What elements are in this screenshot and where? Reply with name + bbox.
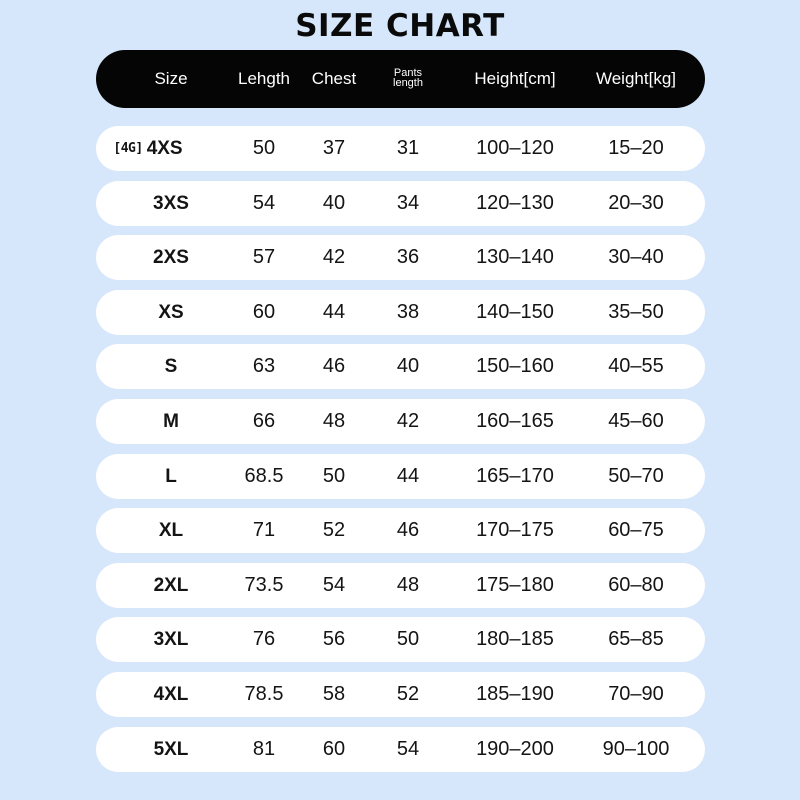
header-chest: Chest: [311, 69, 357, 88]
size-cell: [153, 235, 189, 280]
pants-length-cell: 40: [396, 355, 420, 377]
pants-length-cell: 46: [396, 519, 420, 541]
size-label: 4XL: [153, 683, 189, 705]
weight-cell: 30–40: [608, 246, 664, 268]
chest-cell: 42: [322, 246, 346, 268]
chest-cell: 60: [322, 738, 346, 760]
pants-length-cell: 54: [396, 738, 420, 760]
size-label: 3XS: [153, 192, 189, 214]
length-cell: 63: [252, 355, 276, 377]
size-cell: [163, 399, 179, 444]
size-label: 4XS: [146, 137, 183, 159]
size-cell: [154, 672, 189, 717]
size-cell: [154, 563, 189, 608]
chest-cell: 48: [322, 410, 346, 432]
pants-length-cell: 31: [396, 137, 420, 159]
length-cell: 71: [252, 519, 276, 541]
header-height: Height[cm]: [474, 69, 556, 88]
table-row: [96, 126, 705, 171]
pants-length-cell: 38: [396, 301, 420, 323]
length-cell: 57: [252, 246, 276, 268]
height-cell: 170–175: [476, 519, 554, 541]
weight-cell: 45–60: [608, 410, 664, 432]
header-weight: Weight[kg]: [595, 69, 677, 88]
size-cell: [153, 181, 189, 226]
table-row: [96, 454, 705, 499]
size-label: XS: [158, 301, 184, 323]
pants-length-cell: 48: [396, 574, 420, 596]
size-cell: [154, 617, 189, 662]
weight-cell: 65–85: [608, 628, 664, 650]
size-cell: [158, 290, 183, 335]
height-cell: 130–140: [476, 246, 554, 268]
weight-cell: 70–90: [608, 683, 664, 705]
height-cell: 165–170: [476, 465, 554, 487]
size-label: 3XL: [153, 628, 189, 650]
pants-length-cell: 50: [396, 628, 420, 650]
size-tag: [4G]: [113, 141, 143, 156]
size-label: XL: [158, 519, 184, 541]
table-row: [96, 727, 705, 772]
size-label: L: [165, 465, 177, 487]
size-label: 5XL: [153, 738, 189, 760]
pants-length-cell: 52: [396, 683, 420, 705]
length-cell: 60: [252, 301, 276, 323]
size-label: 2XL: [153, 574, 189, 596]
weight-cell: 50–70: [608, 465, 664, 487]
length-cell: 66: [252, 410, 276, 432]
height-cell: 120–130: [476, 192, 554, 214]
pants-length-cell: 42: [396, 410, 420, 432]
height-cell: 175–180: [476, 574, 554, 596]
chest-cell: 40: [322, 192, 346, 214]
pants-length-cell: 34: [396, 192, 420, 214]
table-row: [96, 563, 705, 608]
weight-cell: 90–100: [602, 738, 670, 760]
height-cell: 190–200: [476, 738, 554, 760]
length-cell: 50: [252, 137, 276, 159]
pants-length-cell: 36: [396, 246, 420, 268]
length-cell: 73.5: [244, 574, 284, 596]
weight-cell: 15–20: [608, 137, 664, 159]
height-cell: 185–190: [476, 683, 554, 705]
page-title: SIZE CHART: [295, 8, 505, 44]
weight-cell: 40–55: [608, 355, 664, 377]
size-cell: [159, 508, 183, 553]
table-row: [96, 290, 705, 335]
height-cell: 100–120: [476, 137, 554, 159]
chest-cell: 37: [322, 137, 346, 159]
height-cell: 180–185: [476, 628, 554, 650]
chest-cell: 54: [322, 574, 346, 596]
weight-cell: 20–30: [608, 192, 664, 214]
length-cell: 54: [252, 192, 276, 214]
header-pants-line2: length: [393, 77, 423, 89]
pants-length-cell: 44: [396, 465, 420, 487]
height-cell: 150–160: [476, 355, 554, 377]
table-row: [96, 235, 705, 280]
size-label: S: [164, 355, 178, 377]
chest-cell: 56: [322, 628, 346, 650]
table-row: [96, 399, 705, 444]
height-cell: 160–165: [476, 410, 554, 432]
size-label: 2XS: [153, 246, 189, 268]
height-cell: 140–150: [476, 301, 554, 323]
size-cell: [165, 454, 177, 499]
length-cell: 78.5: [244, 683, 284, 705]
size-cell: [113, 126, 182, 171]
chest-cell: 52: [322, 519, 346, 541]
weight-cell: 60–75: [608, 519, 664, 541]
table-header: [96, 50, 705, 108]
table-row: [96, 181, 705, 226]
table-row: [96, 617, 705, 662]
chest-cell: 46: [322, 355, 346, 377]
length-cell: 76: [252, 628, 276, 650]
weight-cell: 60–80: [608, 574, 664, 596]
length-cell: 81: [252, 738, 276, 760]
chest-cell: 58: [322, 683, 346, 705]
weight-cell: 35–50: [608, 301, 664, 323]
header-pants-length: [393, 49, 423, 107]
table-row: [96, 508, 705, 553]
length-cell: 68.5: [244, 465, 284, 487]
header-size: Size: [154, 69, 188, 88]
size-label: M: [163, 410, 179, 432]
size-cell: [154, 727, 189, 772]
table-row: [96, 344, 705, 389]
chest-cell: 44: [322, 301, 346, 323]
header-pants-line1: Pants: [393, 67, 423, 79]
table-row: [96, 672, 705, 717]
size-cell: [165, 344, 178, 389]
chest-cell: 50: [322, 465, 346, 487]
header-length: Lehgth: [238, 69, 290, 88]
